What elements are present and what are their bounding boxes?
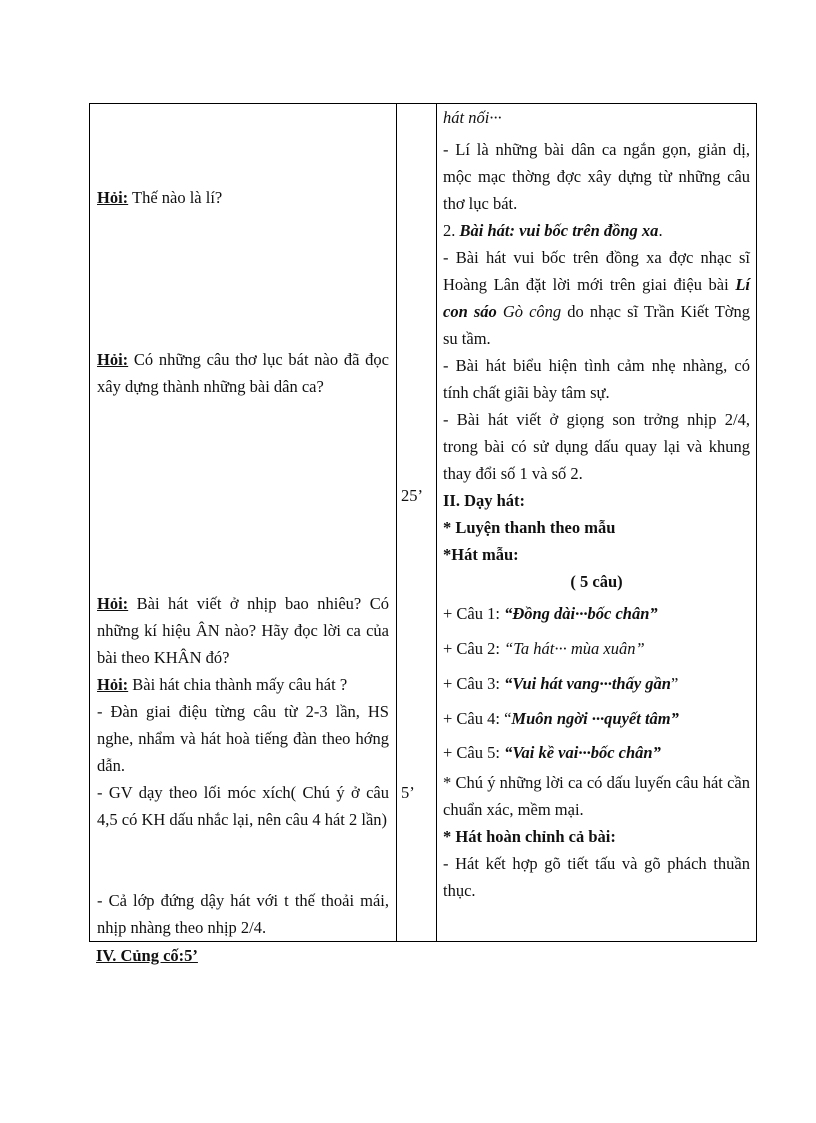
section-heading: II. Dạy hát:	[443, 491, 526, 510]
verse-4: + Câu 4: “Muôn ngời ···quyết tâm”	[443, 709, 679, 728]
section-heading-consolidation: IV. Củng cố:5’	[96, 946, 198, 965]
warmup-heading: * Luyện thanh theo mẫu	[443, 518, 616, 537]
activity-1: - Đàn giai điệu từng câu từ 2-3 lần, HS nghe, nhẩm và hát hoà tiếng đàn theo hớng dẫn.	[97, 702, 389, 775]
verse-2: + Câu 2: “Ta hát··· mùa xuân”	[443, 639, 645, 658]
demo-heading: *Hát mẫu:	[443, 545, 519, 564]
time-column	[397, 104, 436, 941]
li-definition: - Lí là những bài dân ca ngắn gọn, giản dị, mộc mạc thờng đợc xây dựng từ những câu thơ lục bát.	[443, 140, 750, 213]
column-divider	[436, 104, 437, 941]
note: * Chú ý những lời ca có dấu luyến câu hát cần chuẩn xác, mềm mại.	[443, 773, 750, 819]
question-2: Hỏi: Có những câu thơ lục bát nào đã đọc xây dựng thành những bài dân ca?	[97, 350, 389, 396]
verse-3: + Câu 3: “Vui hát vang···thấy gần”	[443, 674, 679, 693]
activity-3: - Cả lớp đứng dậy hát với t thế thoải mái, nhịp nhàng theo nhịp 2/4.	[97, 891, 389, 937]
time-25: 25’	[401, 486, 423, 505]
activity-column	[97, 104, 389, 941]
content-column	[443, 104, 750, 941]
question-3: Hỏi: Bài hát viết ở nhịp bao nhiêu? Có những kí hiệu ÂN nào? Hãy đọc lời ca của bài theo KHÂN đó?	[97, 594, 389, 667]
question-4: Hỏi: Bài hát chia thành mấy câu hát ?	[97, 675, 348, 694]
lesson-table	[89, 103, 757, 942]
song-origin: - Bài hát vui bốc trên đồng xa đợc nhạc sĩ Hoàng Lân đặt lời mới trên giai điệu bài Lí con sáo Gò công do nhạc sĩ Trần Kiết Tờng su tầm.	[443, 248, 750, 348]
full-song-heading: * Hát hoàn chỉnh cả bài:	[443, 827, 616, 846]
practice-note: - Hát kết hợp gõ tiết tấu và gõ phách thuần thục.	[443, 854, 750, 900]
activity-2: - GV dạy theo lối móc xích( Chú ý ở câu 4,5 có KH dấu nhắc lại, nên câu 4 hát 2 lần)	[97, 783, 389, 829]
question-1: Hỏi: Thế nào là lí?	[97, 188, 223, 207]
verse-5: + Câu 5: “Vai kề vai···bốc chân”	[443, 743, 661, 762]
time-5: 5’	[401, 783, 415, 802]
verse-1: + Câu 1: “Đồng dài···bốc chân”	[443, 604, 658, 623]
content-line: hát nối···	[443, 108, 502, 127]
song-key: - Bài hát viết ở giọng son trởng nhịp 2/4, trong bài có sử dụng dấu quay lại và khung thay đổi số 1 và số 2.	[443, 410, 750, 483]
verse-count: ( 5 câu)	[570, 572, 623, 591]
song-mood: - Bài hát biểu hiện tình cảm nhẹ nhàng, có tính chất giãi bày tâm sự.	[443, 356, 750, 402]
song-title: 2. Bài hát: vui bốc trên đồng xa.	[443, 221, 663, 240]
